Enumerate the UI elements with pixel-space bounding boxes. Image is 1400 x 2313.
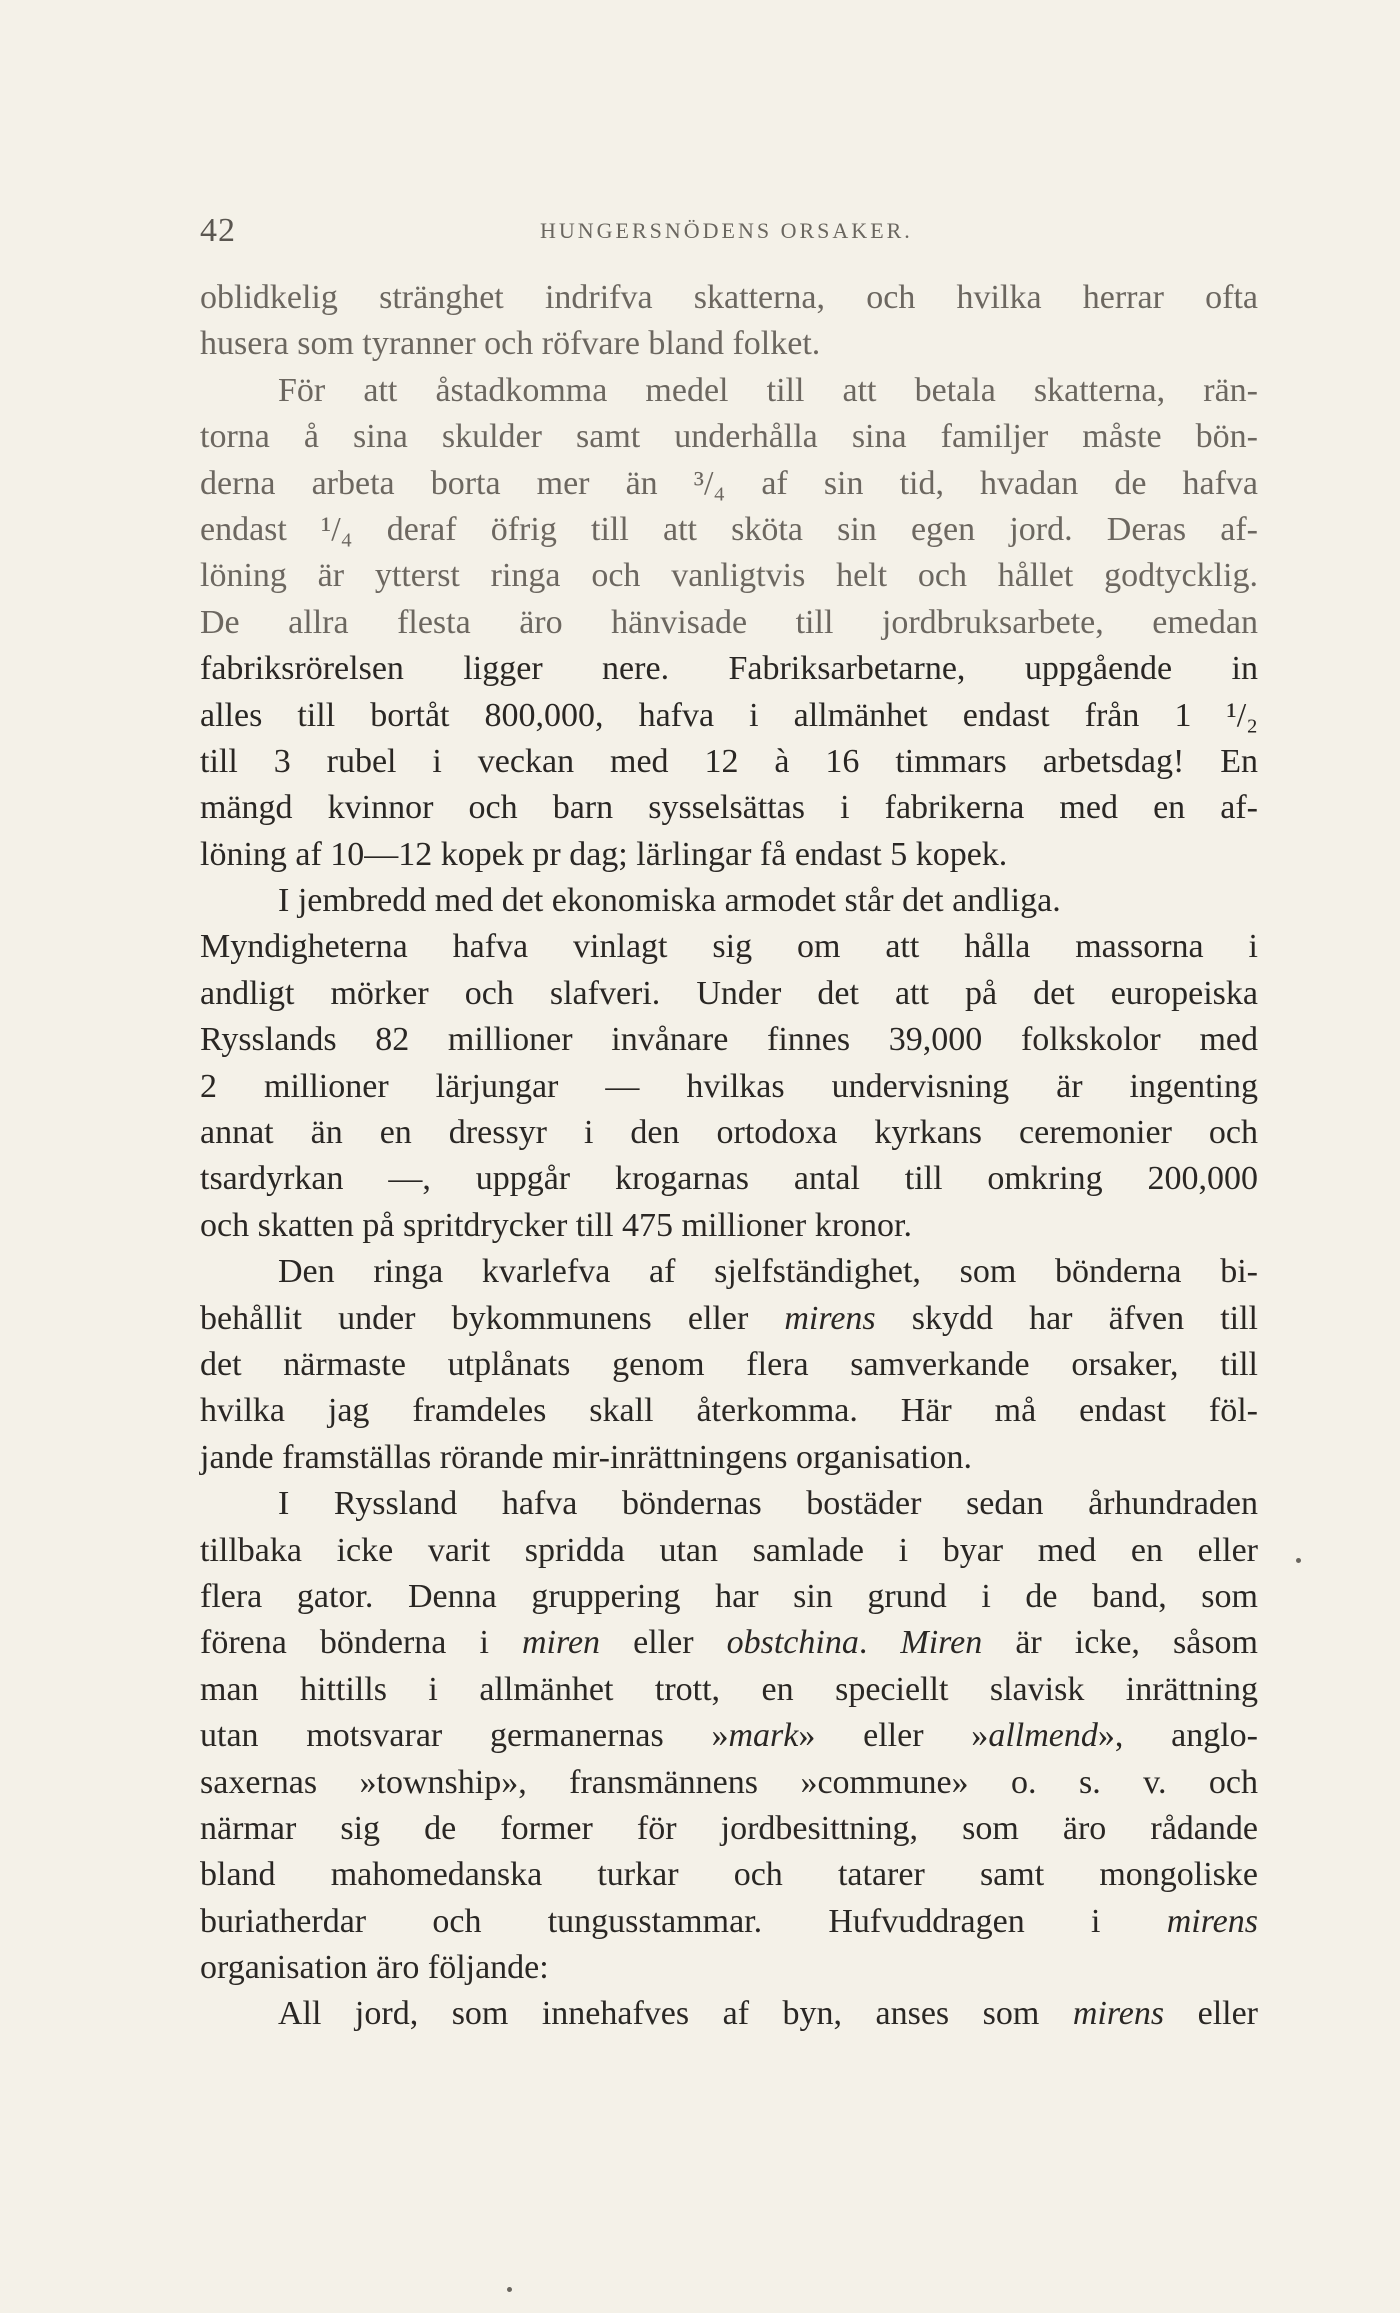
text-line: andligt mörker och slafveri. Under det att på det europeiska <box>200 974 1258 1012</box>
text-line: endast ¹/₄ deraf öfrig till att sköta sin egen jord. Deras af- <box>200 510 1258 548</box>
text-line: All jord, som innehafves af byn, anses som mirens eller <box>278 1995 1258 2033</box>
body-text <box>200 275 1258 2038</box>
text-line: det närmaste utplånats genom flera samverkande orsaker, till <box>200 1345 1258 1383</box>
text-line: jande framställas rörande mir-inrättningens organisation. <box>200 1438 972 1476</box>
text-line: organisation äro följande: <box>200 1949 549 1987</box>
text-line: tsardyrkan —, uppgår krogarnas antal till omkring 200,000 <box>200 1160 1258 1198</box>
text-line: derna arbeta borta mer än ³/₄ af sin tid, hvadan de hafva <box>200 464 1258 502</box>
text-line: Den ringa kvarlefva af sjelfständighet, som bönderna bi- <box>278 1253 1258 1291</box>
text-line: torna å sina skulder samt underhålla sina familjer måste bön- <box>200 418 1258 456</box>
text-line: löning är ytterst ringa och vanligtvis helt och hållet godtycklig. <box>200 557 1258 595</box>
text-line: bland mahomedanska turkar och tatarer samt mongoliske <box>200 1856 1258 1894</box>
text-line: De allra flesta äro hänvisade till jordbruksarbete, emedan <box>200 603 1258 641</box>
paper-speck <box>1296 1558 1301 1563</box>
text-line: flera gator. Denna gruppering har sin grund i de band, som <box>200 1577 1258 1615</box>
text-line: För att åstadkomma medel till att betala skatterna, rän- <box>278 371 1258 409</box>
text-line: förena bönderna i miren eller obstchina. Miren är icke, såsom <box>200 1624 1259 1662</box>
running-title: HUNGERSNÖDENS ORSAKER. <box>540 218 913 243</box>
text-line: saxernas »township», fransmännens »commune» o. s. v. och <box>200 1763 1258 1801</box>
text-line: tillbaka icke varit spridda utan samlade i byar med en eller <box>200 1531 1258 1569</box>
page-number: 42 <box>200 212 236 249</box>
paper-speck <box>507 2287 512 2292</box>
text-line: fabriksrörelsen ligger nere. Fabriksarbetarne, uppgående in <box>200 650 1258 688</box>
text-line: löning af 10—12 kopek pr dag; lärlingar få endast 5 kopek. <box>200 835 1008 873</box>
text-line: Rysslands 82 millioner invånare finnes 39,000 folkskolor med <box>200 1021 1258 1059</box>
text-line: 2 millioner lärjungar — hvilkas undervisning är ingenting <box>200 1067 1258 1105</box>
text-line: I jembredd med det ekonomiska armodet står det andliga. <box>278 882 1061 920</box>
text-line: närmar sig de former för jordbesittning, som äro rådande <box>200 1809 1258 1847</box>
text-line: och skatten på spritdrycker till 475 millioner kronor. <box>200 1206 912 1244</box>
text-line: husera som tyranner och röfvare bland folket. <box>200 325 821 363</box>
text-line: hvilka jag framdeles skall återkomma. Här må endast föl- <box>200 1392 1258 1430</box>
page-header <box>200 212 1260 252</box>
text-line: till 3 rubel i veckan med 12 à 16 timmars arbetsdag! En <box>200 742 1258 780</box>
text-line: man hittills i allmänhet trott, en speciellt slavisk inrättning <box>200 1670 1258 1708</box>
text-line: buriatherdar och tungusstammar. Hufvuddragen i mirens <box>200 1902 1258 1940</box>
text-line: I Ryssland hafva böndernas bostäder sedan århundraden <box>278 1485 1258 1523</box>
text-line: annat än en dressyr i den ortodoxa kyrkans ceremonier och <box>200 1114 1258 1152</box>
text-line: behållit under bykommunens eller mirens skydd har äfven till <box>200 1299 1258 1337</box>
text-line: Myndigheterna hafva vinlagt sig om att hålla massorna i <box>200 928 1258 966</box>
text-line: utan motsvarar germanernas »mark» eller »allmend», anglo- <box>200 1717 1258 1755</box>
text-line: mängd kvinnor och barn sysselsättas i fabrikerna med en af- <box>200 789 1258 827</box>
text-line: oblidkelig stränghet indrifva skatterna, och hvilka herrar ofta <box>200 279 1258 316</box>
text-line: alles till bortåt 800,000, hafva i allmänhet endast från 1 ¹/₂ <box>200 696 1258 734</box>
